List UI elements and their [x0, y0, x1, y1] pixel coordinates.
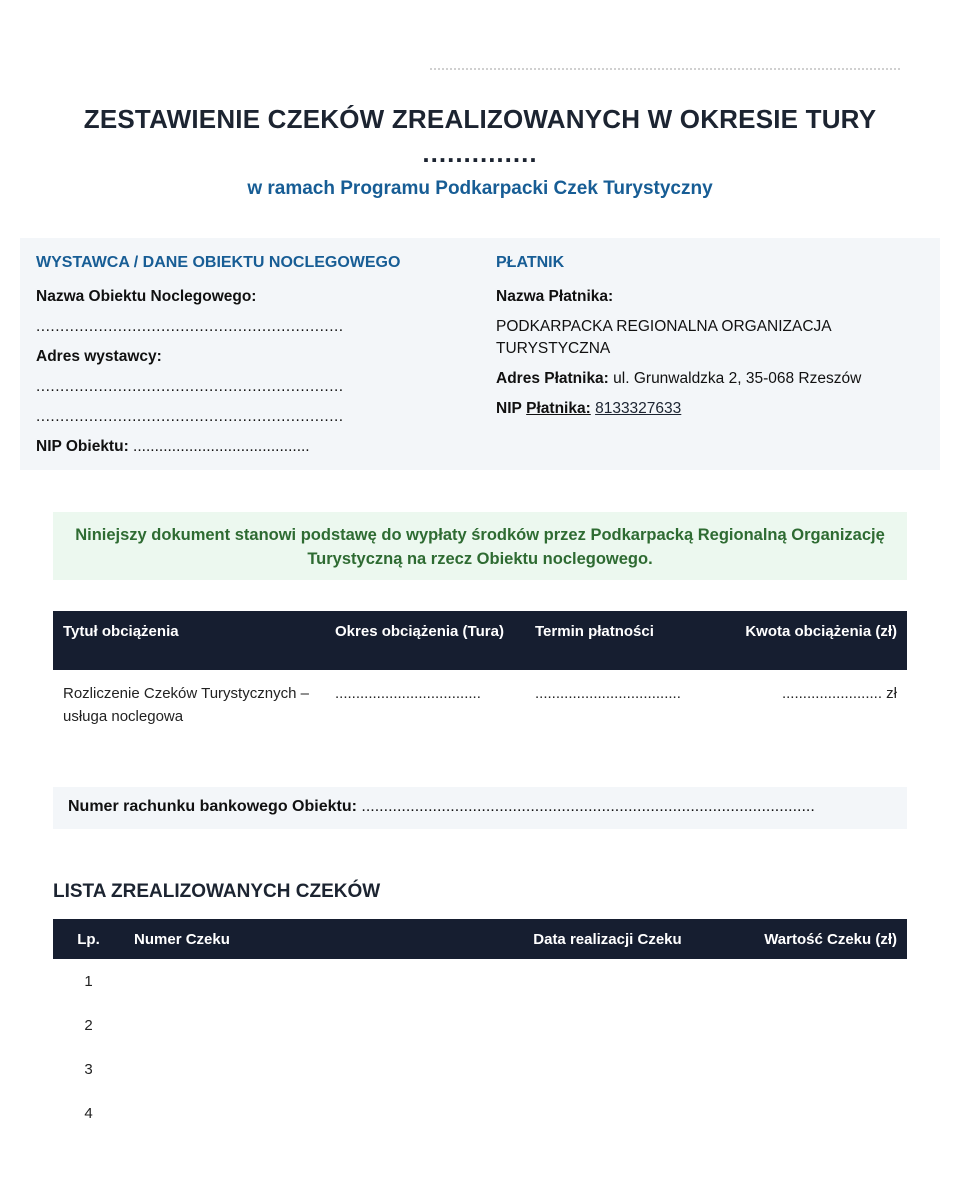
top-faint-dotted-line — [430, 68, 900, 70]
payer-name-value: PODKARPACKA REGIONALNA ORGANIZACJA TURYSTYCZNA — [496, 318, 831, 357]
checks-row-lp: 4 — [84, 1104, 93, 1122]
issuer-name-label: Nazwa Obiektu Noclegowego: — [36, 288, 257, 305]
checks-date-cell[interactable] — [461, 1003, 692, 1047]
checks-value-cell[interactable] — [692, 1003, 907, 1047]
checks-header-lp: Lp. — [53, 919, 124, 959]
charge-table — [53, 611, 907, 740]
checks-row-lp: 2 — [84, 1016, 93, 1034]
checks-list-title: LISTA ZREALIZOWANYCH CZEKÓW — [53, 881, 381, 902]
payer-heading: PŁATNIK — [496, 254, 565, 271]
checks-header-number: Numer Czeku — [124, 919, 461, 959]
checks-value-cell[interactable] — [692, 1091, 907, 1135]
payer-address-value: ul. Grunwaldzka 2, 35-068 Rzeszów — [613, 370, 862, 387]
checks-date-cell[interactable] — [461, 1047, 692, 1091]
charge-title-cell: Rozliczenie Czeków Turystycznych – usługa noclegowa — [63, 685, 309, 725]
issuer-address-field-1[interactable]: ................................................................ — [36, 378, 344, 395]
bank-account-row — [53, 787, 907, 829]
checks-date-cell[interactable] — [461, 1091, 692, 1135]
tour-number-placeholder: .............. — [422, 138, 538, 168]
payer-nip-value: 8133327633 — [595, 400, 682, 417]
bank-account-field[interactable]: ...................................................................................................... — [361, 798, 815, 815]
issuer-heading: WYSTAWCA / DANE OBIEKTU NOCLEGOWEGO — [36, 254, 401, 271]
charge-amount-field[interactable]: ........................ zł — [781, 685, 897, 702]
payer-nip-label-suffix: Płatnika: — [526, 400, 591, 417]
payer-name-label: Nazwa Płatnika: — [496, 288, 614, 305]
table-row — [53, 1003, 907, 1047]
checks-number-cell[interactable] — [124, 1047, 461, 1091]
charge-due-field[interactable]: ................................... — [535, 685, 681, 702]
issuer-address-label: Adres wystawcy: — [36, 348, 162, 365]
table-row — [53, 1091, 907, 1135]
payer-section — [496, 254, 926, 428]
charge-table-header — [53, 611, 907, 670]
payer-address-row — [496, 368, 926, 390]
charge-period-field[interactable]: ................................... — [335, 685, 481, 702]
issuer-section — [36, 254, 456, 466]
checks-header-value: Wartość Czeku (zł) — [692, 919, 907, 959]
issuer-nip-row — [36, 436, 456, 458]
table-row — [53, 1047, 907, 1091]
checks-number-cell[interactable] — [124, 1003, 461, 1047]
checks-value-cell[interactable] — [692, 959, 907, 1003]
issuer-name-field[interactable]: ................................................................ — [36, 318, 344, 335]
payer-address-label: Adres Płatnika: — [496, 370, 609, 387]
payer-nip-row — [496, 398, 926, 420]
payer-nip-label-prefix: NIP — [496, 400, 522, 417]
checks-row-lp: 1 — [84, 972, 93, 990]
issuer-nip-field[interactable]: ......................................... — [133, 438, 310, 455]
document-subtitle: w ramach Programu Podkarpacki Czek Turystyczny — [247, 178, 713, 199]
checks-date-cell[interactable] — [461, 959, 692, 1003]
issuer-address-field-2[interactable]: ................................................................ — [36, 408, 344, 425]
checks-number-cell[interactable] — [124, 959, 461, 1003]
checks-row-lp: 3 — [84, 1060, 93, 1078]
table-row — [53, 959, 907, 1003]
checks-table-header — [53, 919, 907, 959]
charge-header-due: Termin płatności — [525, 611, 715, 670]
table-row — [53, 670, 907, 740]
charge-header-title: Tytuł obciążenia — [53, 611, 325, 670]
checks-table — [53, 919, 907, 1135]
checks-number-cell[interactable] — [124, 1091, 461, 1135]
issuer-nip-label: NIP Obiektu: — [36, 438, 129, 455]
payment-basis-notice: Niniejszy dokument stanowi podstawę do wypłaty środków przez Podkarpacką Regionalną Organizację Turystyczną na rzecz Obiektu noclegowego. — [53, 512, 907, 580]
charge-header-amount: Kwota obciążenia (zł) — [715, 611, 907, 670]
parties-panel — [20, 238, 940, 470]
checks-header-date: Data realizacji Czeku — [461, 919, 692, 959]
checks-value-cell[interactable] — [692, 1047, 907, 1091]
document-title: ZESTAWIENIE CZEKÓW ZREALIZOWANYCH W OKRESIE TURY — [83, 104, 877, 134]
charge-header-period: Okres obciążenia (Tura) — [325, 611, 525, 670]
bank-account-label: Numer rachunku bankowego Obiektu: — [68, 798, 357, 815]
